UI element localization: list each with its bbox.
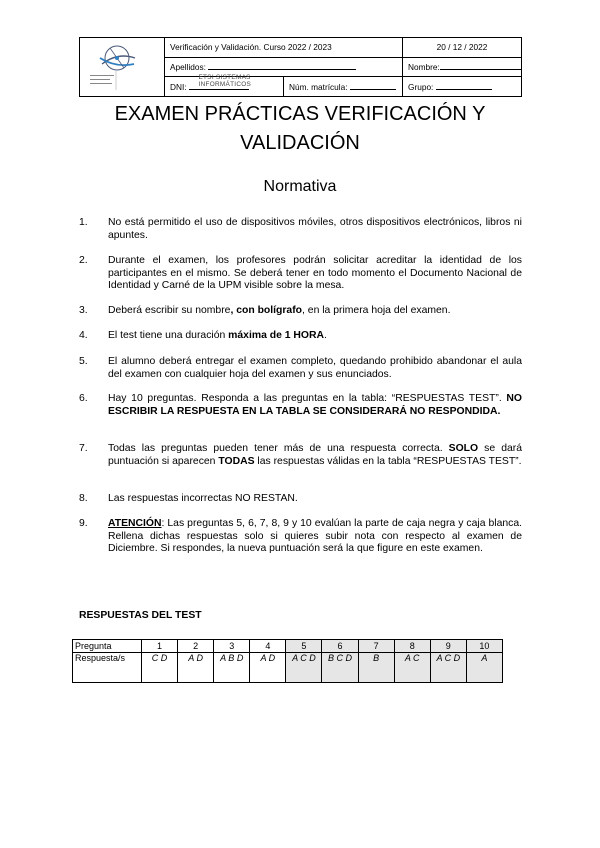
- answers-table: [72, 639, 503, 683]
- rule-text-segment: Las respuestas incorrectas NO RESTAN.: [108, 493, 298, 504]
- answer-cell[interactable]: A: [466, 653, 502, 683]
- pregunta-label: Pregunta: [73, 640, 142, 653]
- rule-text: [108, 393, 522, 418]
- answer-cell[interactable]: A C D: [286, 653, 322, 683]
- answers-title: RESPUESTAS DEL TEST: [79, 610, 202, 621]
- rule-text: [108, 305, 522, 318]
- rule-text-segment: las respuestas válidas en la tabla “RESPUESTAS TEST”.: [254, 455, 522, 467]
- rule-text-segment: .: [324, 330, 327, 341]
- answer-cell[interactable]: C D: [142, 653, 178, 683]
- answer-cell[interactable]: A D: [250, 653, 286, 683]
- answer-cell[interactable]: B C D: [322, 653, 358, 683]
- rule-text-bold: TODAS: [218, 455, 255, 467]
- rule-text: [108, 443, 522, 468]
- header-table: [79, 37, 522, 97]
- rule-text-bold: máxima de 1 HORA: [228, 330, 325, 341]
- question-number: 10: [466, 640, 502, 653]
- rule-text-segment: : Las preguntas 5, 6, 7, 8, 9 y 10 evalúan la parte de caja negra y caja blanca. Rellena dichas respuestas solo si quieres subir nota con respecto al examen de Diciembre. Si respondes, la nueva puntuación será la que figure en este examen.: [108, 518, 522, 555]
- answer-cell[interactable]: A C: [394, 653, 430, 683]
- question-number: 9: [430, 640, 466, 653]
- rule-text-segment: Todas las preguntas pueden tener más de una respuesta correcta.: [108, 443, 449, 454]
- course-cell: Verificación y Validación. Curso 2022 / 2023: [165, 38, 403, 58]
- normativa-heading: Normativa: [263, 178, 337, 195]
- rule-text-segment: se dará puntuación si aparecen: [108, 443, 522, 467]
- rule-text-segment: Hay 10 preguntas. Responda a las preguntas en la tabla: “RESPUESTAS TEST”.: [108, 393, 507, 404]
- rule-text: [108, 518, 522, 556]
- rule-text: [108, 255, 522, 293]
- answer-cell[interactable]: A C D: [430, 653, 466, 683]
- dni-field[interactable]: DNI:: [165, 77, 284, 97]
- date-cell: 20 / 12 / 2022: [403, 38, 522, 58]
- rule-text-bold: ATENCIÓN: [108, 518, 162, 529]
- exam-title: EXAMEN PRÁCTICAS VERIFICACIÓN Y VALIDACIÓN: [114, 103, 486, 154]
- rule-text-segment: Deberá escribir su nombre: [108, 305, 231, 316]
- rule-text: [108, 493, 522, 506]
- answer-cell[interactable]: A B D: [214, 653, 250, 683]
- rule-text: [108, 217, 522, 242]
- grupo-field[interactable]: Grupo:: [403, 77, 522, 97]
- question-number: 2: [178, 640, 214, 653]
- question-number: 8: [394, 640, 430, 653]
- rule-text-bold: NO ESCRIBIR LA RESPUESTA EN LA TABLA SE CONSIDERARÁ NO RESPONDIDA.: [108, 393, 522, 417]
- answer-cell[interactable]: A D: [178, 653, 214, 683]
- question-number: 3: [214, 640, 250, 653]
- rule-text: [108, 330, 522, 343]
- matricula-field[interactable]: Núm. matrícula:: [284, 77, 403, 97]
- apellidos-field[interactable]: Apellidos:: [165, 57, 403, 77]
- question-number: 5: [286, 640, 322, 653]
- rule-text-segment: El test tiene una duración: [108, 330, 229, 341]
- rule-text-bold: , con bolígrafo: [230, 305, 303, 316]
- nombre-field[interactable]: Nombre:: [403, 57, 522, 77]
- respuestas-label: Respuesta/s: [73, 653, 142, 683]
- rule-text-segment: El alumno deberá entregar el examen completo, quedando prohibido abandonar el aula del examen con cualquier hoja del examen y sus enunciados.: [108, 356, 522, 380]
- answer-cell[interactable]: B: [358, 653, 394, 683]
- logo-cell: ETSI SISTEMAS INFORMÁTICOS: [80, 38, 165, 97]
- rule-text: [108, 356, 522, 381]
- question-number: 4: [250, 640, 286, 653]
- upm-logo-icon: [80, 38, 164, 94]
- rule-text-bold: SOLO: [448, 443, 479, 454]
- question-number: 7: [358, 640, 394, 653]
- question-number: 1: [142, 640, 178, 653]
- rule-text-segment: Durante el examen, los profesores podrán solicitar acreditar la identidad de los participantes en el mismo. Se deberá tener en todo momento el Documento Nacional de Identidad y Carné de la UPM visible sobre la mesa.: [108, 255, 522, 292]
- question-number: 6: [322, 640, 358, 653]
- rule-text-segment: No está permitido el uso de dispositivos móviles, otros dispositivos electrónicos, libros ni apuntes.: [108, 217, 522, 241]
- rule-text-segment: , en la primera hoja del examen.: [302, 305, 451, 316]
